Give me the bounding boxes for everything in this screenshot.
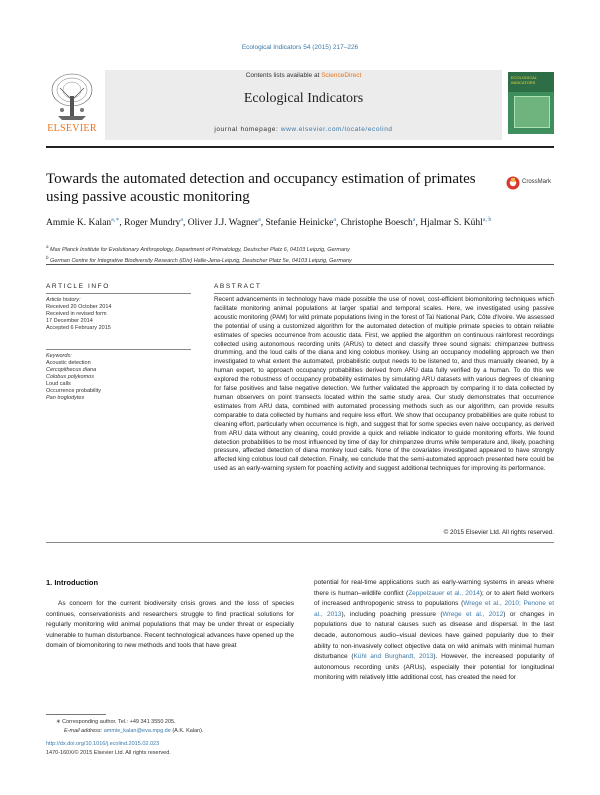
author-separator: , (183, 218, 188, 229)
history-item: Accepted 6 February 2015 (46, 325, 111, 331)
history-item: 17 December 2014 (46, 318, 93, 324)
intro-text-segment: ). However, the increased popularity of autonomous recording units (ARUs), especially their potential for longitudinal monitoring with relatively little additional cost, has created the need for (314, 653, 554, 682)
journal-cover (508, 72, 554, 134)
citation-link[interactable]: Wrege et al., 2012 (442, 610, 504, 618)
author-affiliation-mark[interactable]: a (258, 217, 261, 223)
journal-title: Ecological Indicators (243, 91, 364, 106)
doi-link[interactable]: http://dx.doi.org/10.1016/j.ecolind.2015.02.023 (46, 741, 160, 747)
affiliation-mark: b (46, 254, 49, 260)
affiliation-item (46, 243, 554, 254)
affiliation-text: German Centre for Integrative Biodiversity Research (iDiv) Halle-Jena-Leipzig, Deutscher Platz 5e, 04103 Leipzig, Germany (48, 257, 352, 264)
author-name: Ammie K. Kalan (46, 218, 112, 229)
article-info-rule (46, 293, 191, 294)
article-title: Towards the automated detection and occupancy estimation of primates using passive acoustic monitoring (46, 171, 476, 205)
affiliation-mark: a (46, 244, 49, 249)
affiliations (46, 243, 554, 265)
abstract-heading: ABSTRACT (214, 283, 262, 290)
keyword-item: Cercopithecus diana (46, 367, 97, 373)
contents-line (105, 72, 502, 79)
header-divider (46, 146, 554, 148)
keyword-item: Colobus polykomos (46, 374, 94, 380)
author-name: Oliver J.J. Wagner (187, 218, 259, 229)
author-affiliation-mark[interactable]: a (333, 217, 336, 223)
history-list (46, 304, 191, 332)
journal-homepage (105, 126, 502, 133)
cover-image (514, 96, 550, 128)
history-label: Article history: (46, 297, 81, 303)
intro-text-segment: potential for real-time applications such as early-warning systems in areas where there is human–wildlife conflict ( (314, 579, 554, 597)
keywords-rule (46, 349, 191, 350)
crossmark-label: CrossMark (522, 179, 552, 185)
intro-text-segment: ); or to alert field workers of increased anthropogenic stress to populations ( (314, 589, 554, 608)
abstract-text: Recent advancements in technology have made possible the use of novel, cost-efficient biomonitoring techniques which facilitate monitoring animal populations at larger spatial and temporal scales. Here, we investigated using passive acoustic monitoring (PAM) for wild primate populations living in the forest of Taï National Park, Côte d'Ivoire. We assessed the potential of using a customized algorithm for the automated detection of multiple primate species to obtain reliable estimates of species occurrence from acoustic data. First, we applied the algorithm on continuous rainforest recordings collected using autonomous recording units (ARUs) to detect and classify three sound signals: chimpanzee buttress drumming, and the loud calls of the diana and king colobus monkey. Using an occupancy modelling approach we then investigated to what extent the automated, probabilistic output needs to be listened to, and thus manually cleaned, by a human expert, to approach occupancy probabilities derived from ARU data fully verified by a human. To do this we explored the robustness of occupancy probability estimates by simulating ARU datasets with various degrees of cleaning for false positives and false negative detection. We further validated the approach by comparing it to data collected by human observers on point transects located within the same study area. Our study demonstrates that occurrence estimates from ARU data, combined with automated processing methods such as our algorithm, can provide results comparable to data collected by humans and require less effort. We show that occupancy probabilities are quite robust to cleaning effort, particularly when occurrence is high, and suggest that for some species even naive occupancy, as derived from ARU data without any cleaning, could provide a quick and reliable indicator to guide monitoring efforts. We found detection probabilities to be most influenced by time of day for chimpanzee drums while temperature and, likely, poaching pressure, affected detection of diana monkey loud calls. None of the covariates investigated appeared to have strongly affected king colobus loud call detection. Finally, we conclude that the semi-automated approach presented here could be used as an early-warning system for poaching activity and suggest additional techniques for improving its performance. (214, 296, 554, 473)
email-line (46, 727, 296, 736)
elsevier-tree-icon (48, 70, 96, 122)
author-affiliation-mark[interactable]: a, b (482, 217, 492, 223)
crossmark-icon (506, 176, 520, 190)
citation-link[interactable]: Wrege et al., 2010; Penone et al., 2013 (314, 600, 554, 618)
history-item: Received 20 October 2014 (46, 304, 112, 310)
abstract-bottom-rule (46, 542, 554, 543)
email-label: E-mail address: (64, 728, 104, 734)
author-affiliation-mark[interactable]: a (412, 217, 416, 223)
author-separator: , (335, 218, 341, 229)
elsevier-logo (46, 70, 98, 136)
author-affiliation-mark[interactable]: a (180, 217, 184, 223)
author-name: Stefanie Heinicke (265, 218, 334, 229)
footnote-rule (46, 714, 106, 715)
author-separator: , (260, 218, 266, 229)
author-separator: , (415, 218, 421, 229)
issn-line: 1470-160X/© 2015 Elsevier Ltd. All rights reserved. (46, 750, 171, 756)
author-name: Roger Mundry (124, 218, 181, 229)
footnotes (46, 718, 296, 758)
intro-right-column (314, 578, 554, 684)
email-link[interactable]: ammie_kalan@eva.mpg.de (103, 728, 171, 734)
keyword-item: Pan troglodytes (46, 395, 85, 401)
author-separator: , (119, 218, 125, 229)
corresponding-author: ∗ Corresponding author. Tel.: +49 341 3550 205. (56, 719, 176, 725)
intro-text-segment: ), including poaching pressure ( (341, 610, 443, 618)
abstract-rule (214, 293, 554, 294)
keyword-list (46, 360, 191, 402)
citation-link[interactable]: Zeppelzauer et al., 2014 (408, 589, 480, 597)
affiliation-divider (46, 264, 554, 265)
history-item: Received in revised form (46, 311, 107, 317)
keyword-item: Loud calls (46, 381, 71, 387)
keywords-label: Keywords: (46, 353, 72, 359)
author-list (46, 213, 554, 231)
author-affiliation-mark[interactable]: a,∗ (111, 217, 120, 223)
email-suffix: (A.K. Kalan). (170, 728, 204, 734)
journal-reference[interactable]: Ecological Indicators 54 (2015) 217–226 (241, 44, 359, 51)
publisher-name: ELSEVIER (47, 123, 97, 134)
introduction-heading: 1. Introduction (46, 578, 99, 587)
homepage-link[interactable]: www.elsevier.com/locate/ecolind (280, 126, 393, 133)
sciencedirect-link[interactable]: ScienceDirect (321, 72, 362, 79)
homepage-prefix: journal homepage: (214, 126, 281, 133)
keywords-block (46, 353, 191, 402)
contents-prefix: Contents lists available at (245, 72, 322, 79)
intro-left-column: As concern for the current biodiversity crisis grows and the loss of species continues, conservationists and researchers struggle to find practical solutions for regularly monitoring wild animal populations that may be under threat or especially vulnerable to human disturbance. Recent technological advances have opened up the domain of biomonitoring to new methods and tools that have great (46, 600, 294, 650)
keyword-item: Occurrence probability (46, 388, 102, 394)
article-info-heading: ARTICLE INFO (46, 283, 110, 290)
citation-link[interactable]: Kühl and Burghardt, 2013 (353, 653, 434, 661)
intro-text-segment: ) or changes in populations due to natural causes such as disease and dispersal. In the last decade, autonomous audio–visual devices have gained popularity due to their ability to non-invasively collect objective data on wild animals with minimal human disturbance ( (314, 610, 554, 661)
crossmark-badge[interactable] (506, 176, 554, 190)
affiliation-text: Max Planck Institute for Evolutionary Anthropology, Department of Primatology, Deutscher Platz 6, 04103 Leipzig, Germany (48, 246, 350, 253)
keyword-item: Acoustic detection (46, 360, 91, 366)
abstract-copyright: © 2015 Elsevier Ltd. All rights reserved. (443, 529, 554, 536)
cover-title: ECOLOGICAL INDICATORS (511, 75, 537, 85)
article-history (46, 297, 191, 332)
author-name: Christophe Boesch (340, 218, 413, 229)
author-name: Hjalmar S. Kühl (420, 218, 483, 229)
